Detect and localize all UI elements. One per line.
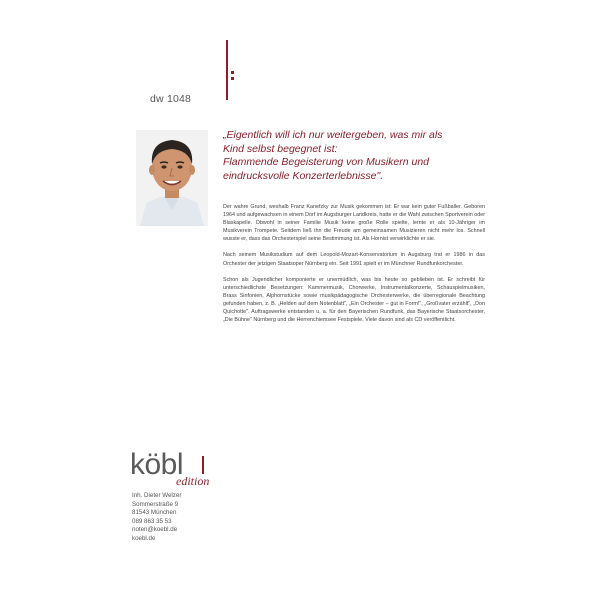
address-city: 81543 München [132,509,177,517]
logo-edition-script: edition [176,474,210,488]
quote-line: „Eigentlich will ich nur weitergeben, was mir als [223,129,443,141]
catalog-number: dw 1048 [150,93,192,105]
address-website: koebl.de [132,534,156,542]
logo-accent-bar [202,456,204,474]
address-street: Sommerstraße 9 [132,500,179,508]
colon-marker [231,71,235,83]
logo-wordmark: köbl [130,448,184,481]
biography-paragraph: Schon als Jugendlicher komponierte er unermüdlich, was bis heute so geblieben ist. Er schreibt für unterschiedlichste Besetzungen: Kammermusik, Chorwerke, Instrumentalkonzerte, Schauspielmusiken, Brass Sinfonien, Alphornstücke sowie musikpädagogische Orchesterwerke, die überregionale Beachtung gefunden haben, z. B. „Helden auf dem Notenblatt", „Ein Orchester – gut in Form!", „Großvater erzählt", „Don Quichotte". Auftragswerke entstanden u. a. für den Bayerischen Rundfunk, das Bayerische Staatsorchester, „Die Bühne" Nürnberg und die Herrenchiemsee Festspiele. Viele davon sind als CD veröffentlicht. [223,276,485,324]
biography-paragraph: Der wahre Grund, weshalb Franz Kanefzky zur Musik gekommen ist: Er war kein guter Fußballer. Geboren 1964 und aufgewachsen in einem Dorf im Augsburger Landkreis, hatte er die Wahl zwischen Sportverein oder Blaskapelle. Obwohl in seiner Familie Musik keine große Rolle spielte, lernte er als 10-Jähriger im Musikverein Trompete. Seitdem ließ ihn die Freude am gemeinsamen Musizieren nicht mehr los. Schnell wusste er, dass das Orchesterspiel seine Bestimmung ist. Als Hornist verwirklichte er sie. [223,204,485,243]
quote-line: Kind selbst begegnet ist: [223,142,338,155]
composer-portrait [136,130,208,226]
publisher-logo [130,448,220,492]
address-owner: Inh. Dieter Welzer [132,492,182,499]
address-email: noten@koebl.de [132,526,178,534]
pull-quote [223,129,488,183]
quote-line: eindrucksvolle Konzerterlebnisse". [223,169,384,182]
publisher-address [132,492,181,544]
biography-paragraph: Nach seinem Musikstudium auf dem Leopold-Mozart-Konservatorium in Augsburg trat er 1986 in das Orchester der jetzigen Staatsoper Nürnberg ein. Seit 1991 spielt er im Münchner Rundfunkorchester. [223,252,485,267]
biography-text [223,203,485,332]
accent-rule [226,40,228,100]
portrait-illustration [136,130,208,226]
quote-line: Flammende Begeisterung von Musikern und [223,156,430,168]
address-phone: 089 863 35 53 [132,517,172,525]
